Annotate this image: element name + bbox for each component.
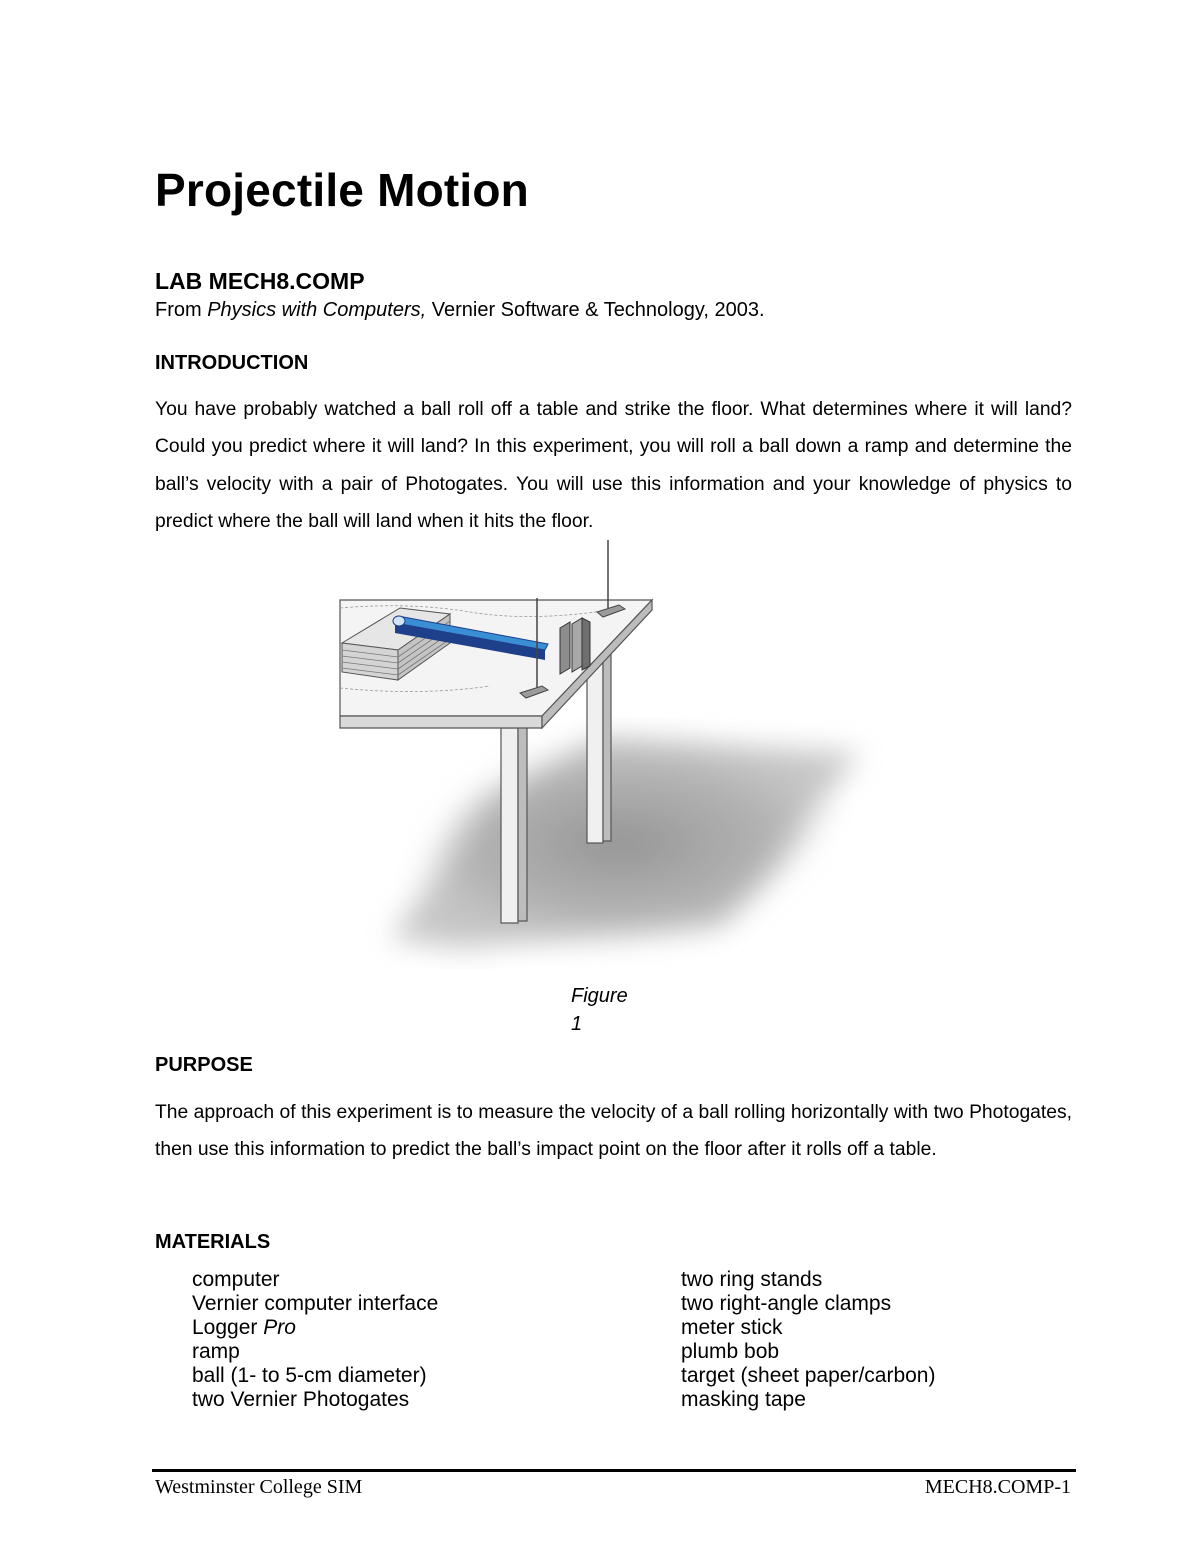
list-item-text: Logger [192,1316,264,1339]
list-item: computer [192,1268,280,1291]
introduction-text: You have probably watched a ball roll off a table and strike the floor. What determines where it will land? Could you predict where it will land? In this experiment, you will roll a ball down a ramp and determine the ball’s velocity with a pair of Photogates. You will use this information and your knowledge of physics to predict where the ball will land when it hits the floor. [155,399,1072,532]
projectile-setup-figure [320,538,920,978]
list-item: two Vernier Photogates [192,1388,410,1411]
source-book: Physics with Computers, [207,299,427,321]
footer-divider [152,1469,1076,1472]
list-item: ramp [192,1340,240,1363]
source-prefix: From [155,299,208,321]
floor-shadow [360,723,880,963]
figure-caption [571,982,651,1038]
list-item: meter stick [681,1316,783,1339]
introduction-heading: INTRODUCTION [155,352,309,374]
source-line [155,299,765,322]
list-item: target (sheet paper/carbon) [681,1364,936,1387]
materials-list-left [192,1268,438,1412]
footer-page-number: MECH8.COMP-1 [924,1476,1071,1498]
purpose-heading: PURPOSE [155,1054,253,1076]
photogates [560,618,590,674]
list-item [192,1316,438,1340]
lab-code: LAB MECH8.COMP [155,268,365,294]
list-item-italic: Pro [263,1316,296,1339]
list-item: Vernier computer interface [192,1292,439,1315]
page-title: Projectile Motion [155,164,529,216]
table-leg-front [501,726,527,923]
figure-caption-number: 1 [571,1013,583,1035]
list-item: ball (1- to 5-cm diameter) [192,1364,427,1387]
materials-list-right [681,1268,935,1412]
list-item: plumb bob [681,1340,780,1363]
list-item: two ring stands [681,1268,823,1291]
footer-institution: Westminster College SIM [155,1476,363,1498]
list-item: two right-angle clamps [681,1292,892,1315]
materials-heading: MATERIALS [155,1231,271,1253]
purpose-text: The approach of this experiment is to measure the velocity of a ball rolling horizontally with two Photogates, then use this information to predict the ball’s impact point on the floor after it rolls off a table. [155,1102,1072,1161]
list-item: masking tape [681,1388,806,1411]
figure-caption-label: Figure [571,985,628,1007]
source-suffix: Vernier Software & Technology, 2003. [426,299,765,321]
